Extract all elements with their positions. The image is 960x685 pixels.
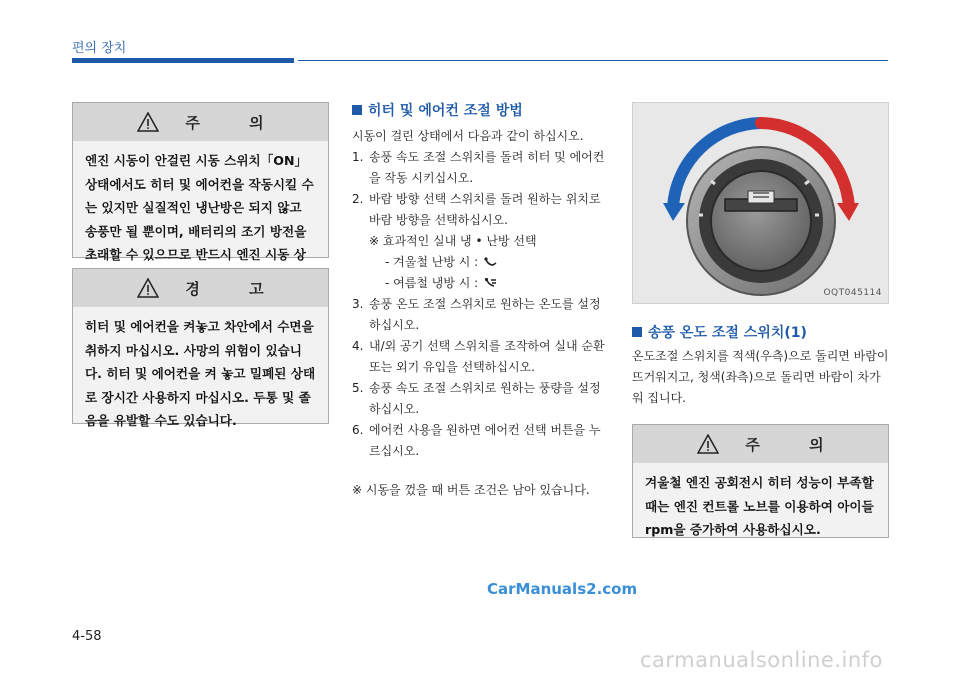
- figure-code: OQT045114: [823, 288, 882, 298]
- section-header-title: 편의 장치: [72, 41, 127, 56]
- section-title-text: 송풍 온도 조절 스위치(1): [648, 325, 807, 341]
- caution-box-engine-off: [72, 102, 329, 262]
- header-rule-thick: [72, 58, 294, 63]
- intro-text: 시동이 걸린 상태에서 다음과 같이 하십시오.: [352, 129, 584, 143]
- warning-triangle-icon: [137, 112, 159, 132]
- footer-watermark: carmanualsonline.info: [640, 648, 883, 672]
- warning-box-sleeping: [72, 268, 329, 428]
- warning-triangle-icon: [697, 434, 719, 454]
- floor-vent-mode-icon: [482, 256, 498, 270]
- footnote: ※ 시동을 껐을 때 버튼 조건은 남아 있습니다.: [352, 483, 590, 497]
- note-heading: ※ 효과적인 실내 냉 • 난방 선택: [369, 234, 537, 248]
- warning-box-title: 경 고: [185, 279, 286, 298]
- section-title-heater-ac: [352, 100, 523, 120]
- section-square-icon: [632, 327, 642, 337]
- caution-box-text: 겨울철 엔진 공회전시 히터 성능이 부족할 때는 엔진 컨트롤 노브를 이용하여 아이들 rpm을 증가하여 사용하십시오.: [645, 475, 874, 537]
- caution-box-title: 주 의: [185, 113, 286, 132]
- page-number: 4-58: [72, 629, 102, 644]
- list-item: 6. 에어컨 사용을 원하면 에어컨 선택 버튼을 누르십시오.: [352, 423, 601, 458]
- note-winter: - 겨울철 난방 시 :: [352, 252, 610, 273]
- caution-box-title: 주 의: [745, 435, 846, 454]
- site-watermark: CarManuals2.com: [487, 580, 638, 598]
- section-title-text: 히터 및 에어컨 조절 방법: [368, 103, 523, 119]
- temperature-knob-figure: [632, 102, 889, 304]
- list-item: 2. 바람 방향 선택 스위치를 돌려 원하는 위치로 바람 방향을 선택하십시오.: [352, 192, 601, 227]
- caution-box-text: 엔진 시동이 안걸린 시동 스위치「ON」상태에서도 히터 및 에어컨을 작동시킬 수는 있지만 실질적인 냉난방은 되지 않고 송풍만 될 뿐이며, 배터리의 조기 방전을 초래할 수 있으므로 반드시 엔진 시동 상: [85, 153, 314, 262]
- warning-triangle-icon: [137, 278, 159, 298]
- temperature-switch-text: 온도조절 스위치를 적색(우측)으로 돌리면 바람이 뜨거워지고, 청색(좌측)으로 돌리면 바람이 차가워 집니다.: [632, 349, 889, 405]
- list-item: 1. 송풍 속도 조절 스위치를 돌려 히터 및 에어컨을 작동 시키십시오.: [352, 150, 605, 185]
- caution-box-idle-rpm: [632, 424, 889, 538]
- list-item: 4. 내/외 공기 선택 스위치를 조작하여 실내 순환 또는 외기 유입을 선택하십시오.: [352, 339, 605, 374]
- face-vent-mode-icon: [482, 277, 498, 291]
- caution-box-header: [633, 425, 888, 463]
- temperature-knob-illustration: [633, 103, 888, 303]
- section-title-temperature-switch: [632, 322, 807, 342]
- warning-box-text: 히터 및 에어컨을 켜놓고 차안에서 수면을 취하지 마십시오. 사망의 위험이 있습니다. 히터 및 에어컨을 켜 놓고 밀폐된 상태로 장시간 사용하지 마십시오. 두통 및 졸음을 유발할 수도 있습니다.: [85, 319, 316, 428]
- heater-ac-instructions: [352, 126, 610, 501]
- note-summer: - 여름철 냉방 시 :: [352, 273, 610, 294]
- section-square-icon: [352, 105, 362, 115]
- list-item: 3. 송풍 온도 조절 스위치로 원하는 온도를 설정하십시오.: [352, 297, 601, 332]
- caution-box-header: [73, 103, 328, 141]
- header-rule-thin: [298, 60, 888, 61]
- warning-box-header: [73, 269, 328, 307]
- list-item: 5. 송풍 속도 조절 스위치로 원하는 풍량을 설정하십시오.: [352, 381, 601, 416]
